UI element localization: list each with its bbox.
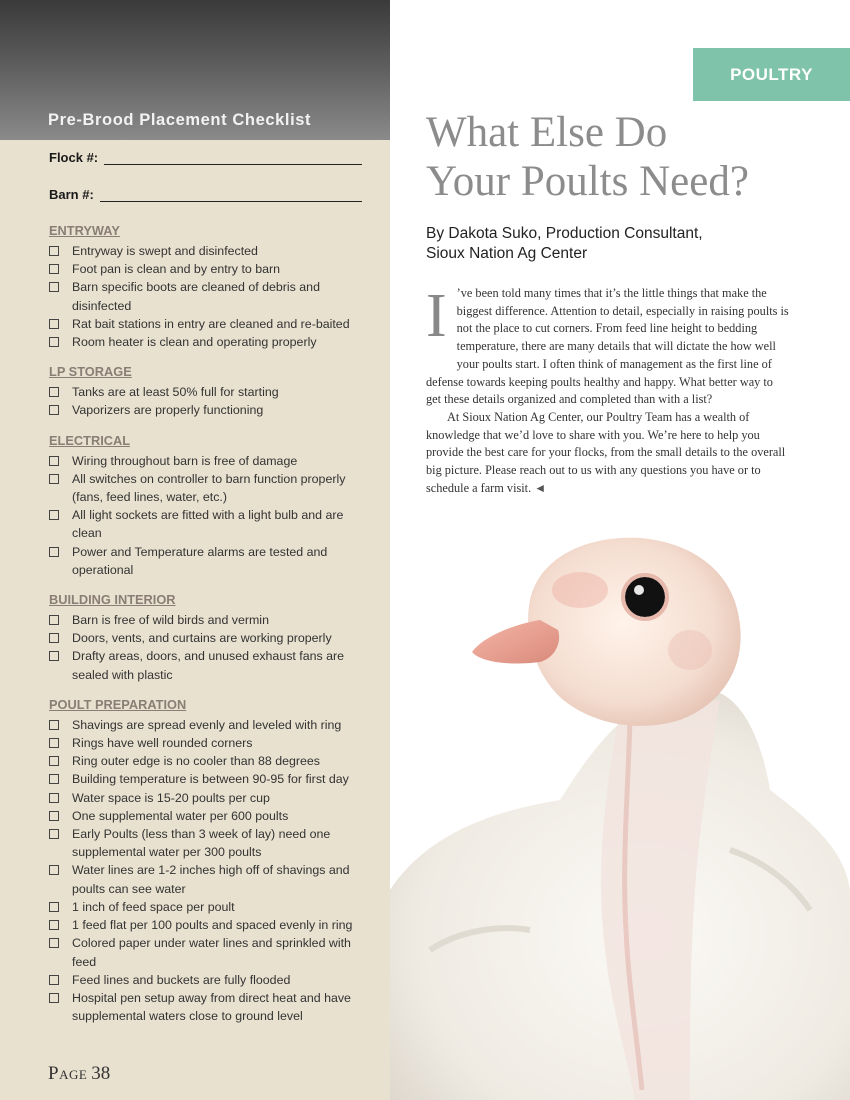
paragraph-2-text: At Sioux Nation Ag Center, our Poultry Team has a wealth of knowledge that we’d love to share with you. We’re here to help you provide the best care for your flocks, from the small details to the overall big picture. Please reach out to us with any questions you have or to schedule a farm visit. bbox=[426, 409, 786, 495]
checklist-item[interactable] bbox=[49, 934, 369, 970]
checkbox[interactable] bbox=[49, 264, 59, 274]
checklist-item[interactable] bbox=[49, 506, 369, 542]
byline-line-2: Sioux Nation Ag Center bbox=[426, 245, 588, 262]
checkbox[interactable] bbox=[49, 387, 59, 397]
checkbox[interactable] bbox=[49, 774, 59, 784]
section-heading: POULT PREPARATION bbox=[49, 696, 187, 712]
checklist-item[interactable] bbox=[49, 647, 369, 683]
checklist-item-text: Colored paper under water lines and sprinkled with feed bbox=[72, 936, 351, 969]
checkbox[interactable] bbox=[49, 865, 59, 875]
checkbox[interactable] bbox=[49, 993, 59, 1003]
section-heading: LP STORAGE bbox=[49, 364, 132, 380]
checklist-item[interactable] bbox=[49, 734, 369, 752]
poult-photo bbox=[390, 530, 850, 1100]
checklist-sections bbox=[49, 223, 369, 1038]
checklist-item-text: Room heater is clean and operating properly bbox=[72, 335, 317, 350]
checklist-item[interactable] bbox=[49, 971, 369, 989]
checklist-item[interactable] bbox=[49, 825, 369, 861]
checkbox[interactable] bbox=[49, 615, 59, 625]
checkbox[interactable] bbox=[49, 547, 59, 557]
checklist-item[interactable] bbox=[49, 629, 369, 647]
byline-line-1: By Dakota Suko, Production Consultant, bbox=[426, 225, 703, 242]
checklist-item-text: Tanks are at least 50% full for starting bbox=[72, 385, 279, 400]
checkbox[interactable] bbox=[49, 756, 59, 766]
checklist-item[interactable] bbox=[49, 452, 369, 470]
checklist-item-text: Water space is 15-20 poults per cup bbox=[72, 790, 270, 805]
checkbox[interactable] bbox=[49, 902, 59, 912]
checklist-item-text: Ring outer edge is no cooler than 88 degrees bbox=[72, 754, 320, 769]
drop-cap: I bbox=[426, 282, 447, 350]
checklist-title: Pre-Brood Placement Checklist bbox=[48, 111, 312, 129]
checklist-item-text: Rat bait stations in entry are cleaned and re-baited bbox=[72, 316, 350, 331]
section-heading: BUILDING INTERIOR bbox=[49, 592, 176, 608]
checkbox[interactable] bbox=[49, 474, 59, 484]
checklist-item[interactable] bbox=[49, 898, 369, 916]
poult-eye bbox=[625, 577, 665, 617]
paragraph-1-text: ’ve been told many times that it’s the little things that make the biggest difference. Attention to detail, especially in raising poults is not the place to cut corners. From feed line height to bedding temperature, there are many details that will dictate the how well your poults start. I often think of management as the first line of defense towards keeping poults healthy and happy. What better way to get these details organized and completed than with a list? bbox=[426, 286, 789, 407]
checklist-item-text: Hospital pen setup away from direct heat and have supplemental waters close to ground level bbox=[72, 990, 351, 1024]
page-number bbox=[48, 1063, 110, 1085]
checkbox[interactable] bbox=[49, 920, 59, 930]
barn-fill-line[interactable] bbox=[100, 189, 362, 202]
checklist-item[interactable] bbox=[49, 716, 369, 734]
checklist-item[interactable] bbox=[49, 260, 369, 278]
section-heading: ENTRYWAY bbox=[49, 223, 120, 238]
checklist-item-text: Doors, vents, and curtains are working properly bbox=[72, 631, 332, 646]
checklist-item-text: Barn specific boots are cleaned of debris and disinfected bbox=[72, 280, 320, 313]
flock-label: Flock #: bbox=[49, 150, 99, 165]
checklist-item[interactable] bbox=[49, 861, 369, 897]
paragraph-2 bbox=[426, 409, 790, 498]
checkbox[interactable] bbox=[49, 829, 59, 839]
checklist-item-text: Feed lines and buckets are fully flooded bbox=[72, 972, 291, 987]
checkbox[interactable] bbox=[49, 975, 59, 985]
end-mark-icon: ◄ bbox=[534, 480, 547, 495]
checkbox[interactable] bbox=[49, 738, 59, 748]
category-tag: POULTRY bbox=[693, 48, 850, 101]
paragraph-1 bbox=[426, 282, 790, 409]
checklist-item-text: All light sockets are fitted with a light bulb and are clean bbox=[72, 508, 344, 541]
checklist-item[interactable] bbox=[49, 989, 369, 1025]
checklist-section bbox=[49, 697, 369, 1025]
checklist-item[interactable] bbox=[49, 278, 369, 314]
checklist-item-text: 1 feed flat per 100 poults and spaced evenly in ring bbox=[72, 918, 353, 933]
poult-beak bbox=[472, 620, 559, 664]
checkbox[interactable] bbox=[49, 282, 59, 292]
checklist-item[interactable] bbox=[49, 401, 369, 419]
checkbox[interactable] bbox=[49, 510, 59, 520]
checklist-item[interactable] bbox=[49, 383, 369, 401]
checklist-item-text: Drafty areas, doors, and unused exhaust fans are sealed with plastic bbox=[72, 649, 345, 682]
checkbox[interactable] bbox=[49, 633, 59, 643]
flock-fill-line[interactable] bbox=[104, 152, 362, 165]
flock-field[interactable] bbox=[49, 150, 362, 165]
checklist-item-text: Shavings are spread evenly and leveled with ring bbox=[72, 717, 342, 732]
barn-label: Barn #: bbox=[49, 187, 94, 202]
checklist-item-text: One supplemental water per 600 poults bbox=[72, 808, 289, 823]
checklist-section bbox=[49, 592, 369, 684]
checklist-item-text: Wiring throughout barn is free of damage bbox=[72, 453, 298, 468]
checklist-item[interactable] bbox=[49, 470, 369, 506]
checklist-item-text: 1 inch of feed space per poult bbox=[72, 899, 235, 914]
byline bbox=[426, 224, 786, 264]
checklist-item-text: Building temperature is between 90-95 for first day bbox=[72, 772, 349, 787]
checklist-item-text: Foot pan is clean and by entry to barn bbox=[72, 262, 281, 277]
checkbox[interactable] bbox=[49, 793, 59, 803]
checklist-item[interactable] bbox=[49, 789, 369, 807]
article-body bbox=[426, 282, 790, 497]
headline-line-1: What Else Do bbox=[426, 109, 668, 156]
page-number-value: 38 bbox=[91, 1063, 111, 1084]
checklist-item-text: Entryway is swept and disinfected bbox=[72, 244, 258, 258]
checklist-section bbox=[49, 223, 369, 351]
checklist-panel bbox=[0, 0, 390, 1100]
checklist-item-text: Water lines are 1-2 inches high off of shavings and poults can see water bbox=[72, 863, 350, 896]
checklist-section bbox=[49, 364, 369, 419]
barn-field[interactable] bbox=[49, 187, 362, 202]
poult-head bbox=[528, 538, 741, 726]
page-word: Page bbox=[48, 1063, 88, 1084]
checklist-item-text: Vaporizers are properly functioning bbox=[72, 403, 264, 418]
checkbox[interactable] bbox=[49, 405, 59, 415]
checklist-item[interactable] bbox=[49, 333, 369, 351]
section-heading: ELECTRICAL bbox=[49, 432, 131, 448]
checkbox[interactable] bbox=[49, 246, 59, 256]
checkbox[interactable] bbox=[49, 456, 59, 466]
checkbox[interactable] bbox=[49, 938, 59, 948]
checkbox[interactable] bbox=[49, 720, 59, 730]
headline-line-2: Your Poults Need? bbox=[426, 158, 749, 205]
checklist-item-text: All switches on controller to barn function properly (fans, feed lines, water, etc.) bbox=[72, 471, 346, 505]
checklist-item[interactable] bbox=[49, 543, 369, 579]
checklist-item[interactable] bbox=[49, 611, 369, 629]
checklist-item[interactable] bbox=[49, 770, 369, 788]
checkbox[interactable] bbox=[49, 337, 59, 347]
checklist-item[interactable] bbox=[49, 242, 369, 260]
checklist-item[interactable] bbox=[49, 315, 369, 333]
checklist-item-text: Rings have well rounded corners bbox=[72, 736, 253, 751]
checklist-section bbox=[49, 433, 369, 579]
checklist-item-text: Barn is free of wild birds and vermin bbox=[72, 613, 269, 628]
article-headline bbox=[426, 108, 826, 206]
checklist-item-text: Early Poults (less than 3 week of lay) need one supplemental water per 300 poults bbox=[72, 827, 331, 860]
checklist-item-text: Power and Temperature alarms are tested and operational bbox=[72, 544, 328, 577]
checkbox[interactable] bbox=[49, 651, 59, 661]
checkbox[interactable] bbox=[49, 811, 59, 821]
checklist-item[interactable] bbox=[49, 807, 369, 825]
checklist-item[interactable] bbox=[49, 916, 369, 934]
checkbox[interactable] bbox=[49, 319, 59, 329]
checklist-item[interactable] bbox=[49, 752, 369, 770]
